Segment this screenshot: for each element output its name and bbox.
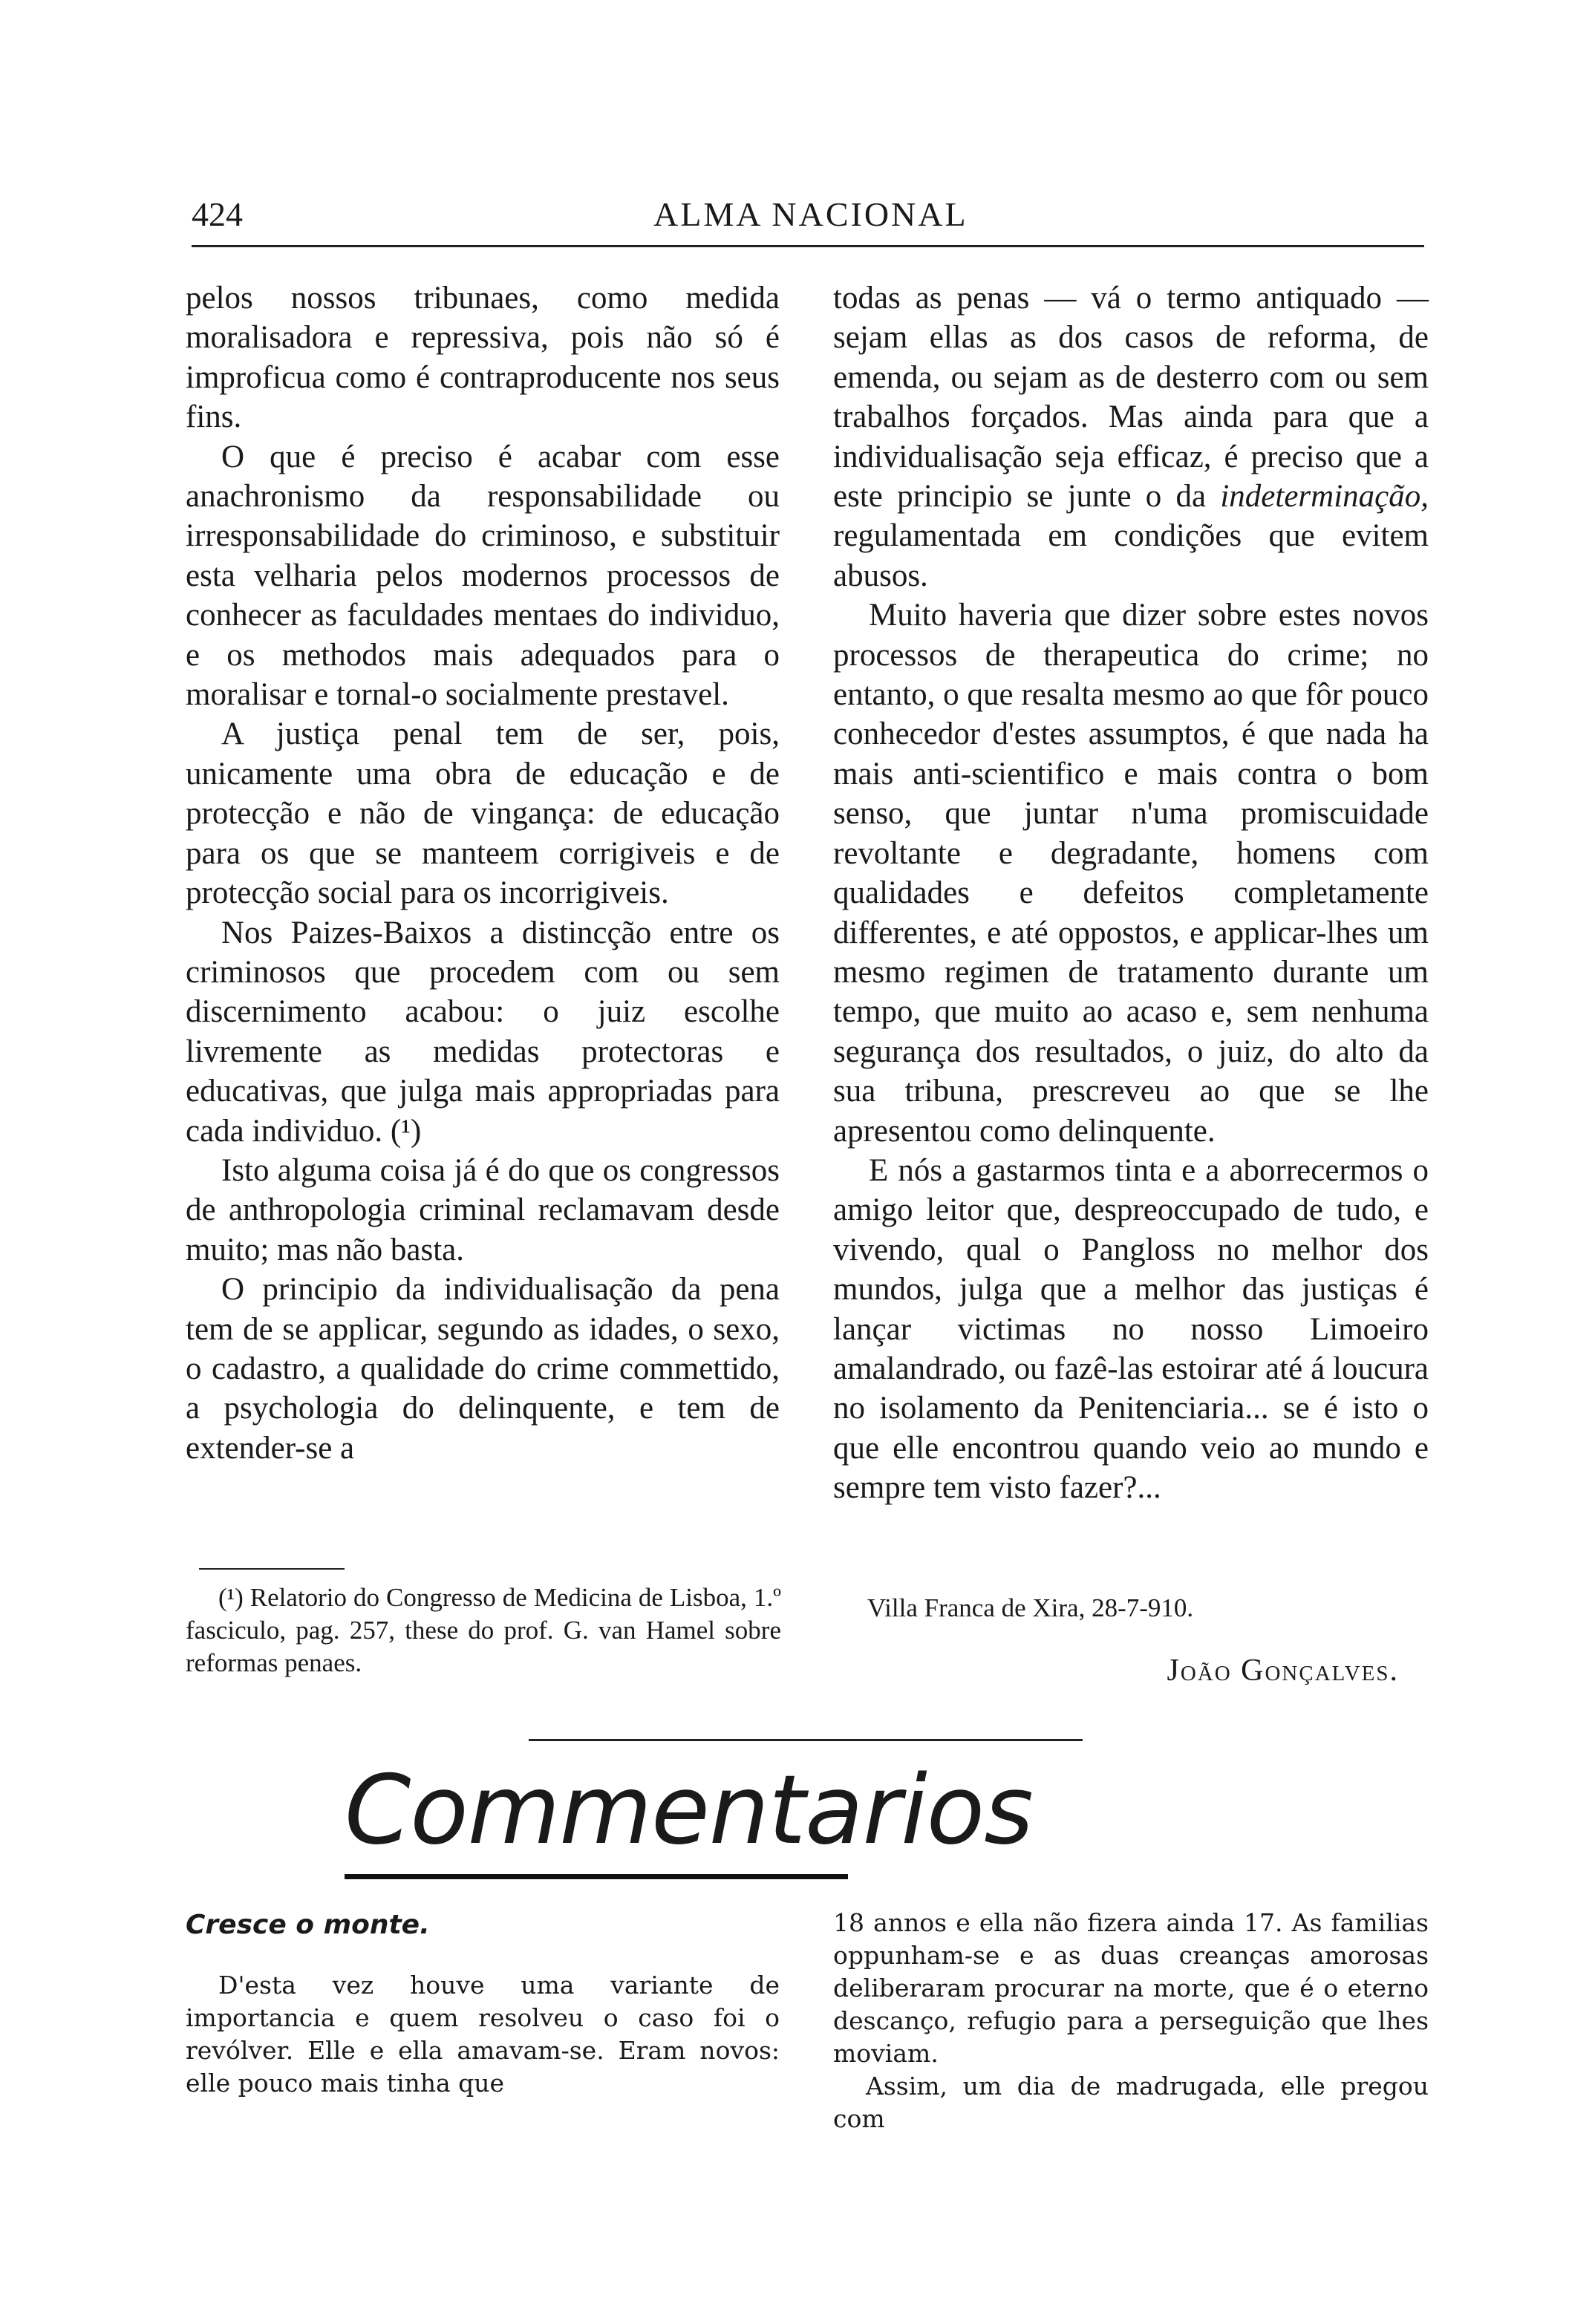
- footnote: (¹) Relatorio do Congresso de Medicina de Lisboa, 1.º fasciculo, pag. 257, these do prof. G. van Hamel sobre reformas penaes.: [186, 1583, 781, 1677]
- paragraph: Muito haveria que dizer sobre estes novos processos de therapeutica do crime; no entanto, o que resalta mesmo ao que fôr pouco conhecedor d'estes assumptos, é que nada ha mais anti-scientifico e mais contra o bom senso, que juntar n'uma promiscuidade revoltante e degradante, homens com qualidades e defeitos completamente differentes, e até oppostos, e applicar-lhes um mesmo regimen de tratamento durante um tempo, que muito ao acaso e, sem nenhuma segurança dos resultados, o juiz, do alto da sua tribuna, prescreveu ao que se lhe apresentou como delinquente.: [833, 598, 1429, 1149]
- header-rule: [192, 245, 1424, 247]
- paragraph: D'esta vez houve uma variante de importancia e quem resolveu o caso foi o revólver. Elle e ella amavam-se. Eram novos: elle pouco mais tinha que: [186, 1971, 780, 2098]
- paragraph: E nós a gastarmos tinta e a aborrecermos o amigo leitor que, despreoccupado de tudo, e vivendo, qual o Pangloss no melhor dos mundos, julga que a melhor das justiças é lançar victimas no nosso Limoeiro amalandrado, ou fazê-las estoirar até á loucura no isolamento da Penitenciaria... se é isto o que elle encontrou quando veio ao mundo e sempre tem visto fazer?...: [833, 1152, 1429, 1506]
- paragraph: pelos nossos tribunaes, como medida moralisadora e repressiva, pois não só é improficua como é contraproducente nos seus fins.: [186, 281, 780, 435]
- paragraph-text: regulamentada em condições que evitem abusos.: [833, 518, 1429, 593]
- paragraph: [833, 278, 1429, 595]
- running-title: ALMA NACIONAL: [653, 195, 968, 233]
- paragraph: Isto alguma coisa já é do que os congressos de anthropologia criminal reclamavam desde muito; mas não basta.: [186, 1152, 780, 1267]
- paragraph: O que é preciso é acabar com esse anachronismo da responsabilidade ou irresponsabilidade do criminoso, e substituir esta velharia pelos modernos processos de conhecer as faculdades mentaes do individuo, e os methodos mais adequados para o moralisar e tornal-o socialmente prestavel.: [186, 439, 780, 713]
- paragraph: Nos Paizes-Baixos a distincção entre os criminosos que procedem com ou sem discernimento acabou: o juiz escolhe livremente as medidas protectoras e educativas, que julga mais appropriadas para cada individuo. (¹): [186, 915, 780, 1149]
- page-number: 424: [192, 195, 243, 233]
- paragraph: Assim, um dia de madrugada, elle pregou com: [833, 2072, 1429, 2133]
- section-title: Commentarios: [345, 1755, 1033, 1866]
- author-signature: João Gonçalves.: [1167, 1654, 1399, 1688]
- article-left-column: [186, 278, 780, 1468]
- italic-term: indeterminação,: [1220, 479, 1429, 515]
- footnote-rule: [199, 1568, 345, 1570]
- paragraph: A justiça penal tem de ser, pois, unicamente uma obra de educação e de protecção e não de vingança: de educação para os que se manteem corrigiveis e de protecção social para os incorrigiveis.: [186, 717, 780, 911]
- article-right-column: [833, 278, 1429, 1508]
- paragraph: O principio da individualisação da pena tem de se applicar, segundo as idades, o sexo, o cadastro, a qualidade do crime commettido, a psychologia do delinquente, e tem de extender-se a: [186, 1272, 780, 1466]
- section-rule: [529, 1739, 1083, 1741]
- paragraph: 18 annos e ella não fizera ainda 17. As familias oppunham-se e as duas creanças amorosas deliberaram procurar na morte, que é o eterno descanço, refugio para a perseguição que lhes moviam.: [833, 1908, 1429, 2068]
- section-left-column: [186, 1969, 780, 2100]
- paragraph-text: todas as penas — vá o termo antiquado — sejam ellas as dos casos de reforma, de emenda, ou sejam as de desterro com ou sem trabalhos forçados. Mas ainda para que a individualisação seja efficaz, é preciso que a este principio se junte o da: [833, 281, 1429, 515]
- sub-heading: Cresce o monte.: [186, 1910, 430, 1940]
- dateline: Villa Franca de Xira, 28-7-910.: [867, 1593, 1194, 1622]
- section-right-column: [833, 1907, 1429, 2135]
- section-title-underline: [345, 1874, 848, 1879]
